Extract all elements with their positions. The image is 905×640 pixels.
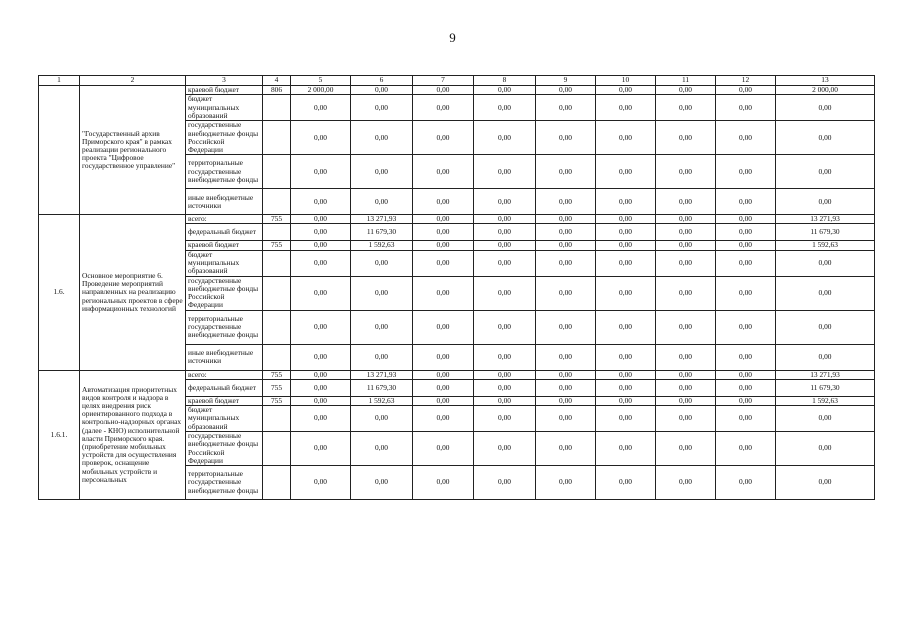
item-number-cell: 1.6.1.: [39, 370, 80, 499]
table-row: [39, 370, 875, 379]
amount-cell: 0,00: [536, 241, 596, 250]
amount-cell: 0,00: [291, 396, 351, 405]
amount-cell: 0,00: [776, 95, 875, 121]
table-row: [39, 215, 875, 224]
funding-source-cell: федеральный бюджет: [186, 379, 263, 396]
budget-code-cell: [263, 406, 291, 432]
amount-cell: 0,00: [536, 379, 596, 396]
funding-source-cell: иные внебюджетные источники: [186, 189, 263, 215]
header-cell: 8: [474, 76, 536, 86]
budget-code-cell: [263, 189, 291, 215]
funding-source-cell: государственные внебюджетные фонды Российской Федерации: [186, 432, 263, 466]
amount-cell: 0,00: [716, 379, 776, 396]
amount-cell: 0,00: [291, 241, 351, 250]
amount-cell: 2 000,00: [776, 86, 875, 95]
amount-cell: 0,00: [716, 86, 776, 95]
budget-code-cell: [263, 250, 291, 276]
amount-cell: 0,00: [596, 121, 656, 155]
budget-code-cell: 755: [263, 396, 291, 405]
amount-cell: 0,00: [474, 379, 536, 396]
funding-source-cell: бюджет муниципальных образований: [186, 250, 263, 276]
header-cell: 9: [536, 76, 596, 86]
amount-cell: 0,00: [656, 155, 716, 189]
budget-code-cell: [263, 344, 291, 370]
amount-cell: 0,00: [656, 310, 716, 344]
amount-cell: 0,00: [536, 95, 596, 121]
header-row: [39, 76, 875, 86]
amount-cell: 0,00: [474, 155, 536, 189]
amount-cell: 0,00: [351, 95, 413, 121]
amount-cell: 0,00: [776, 121, 875, 155]
amount-cell: 13 271,93: [776, 370, 875, 379]
item-name-cell: "Государственный архив Приморского края" в рамках реализации регионального проекта "Цифровое государственное управление": [80, 86, 186, 215]
budget-table: [38, 75, 875, 500]
budget-code-cell: 755: [263, 379, 291, 396]
amount-cell: 0,00: [596, 406, 656, 432]
item-number-cell: [39, 86, 80, 215]
header-cell: 13: [776, 76, 875, 86]
amount-cell: 0,00: [716, 406, 776, 432]
amount-cell: 0,00: [536, 215, 596, 224]
amount-cell: 0,00: [413, 406, 474, 432]
amount-cell: 0,00: [716, 310, 776, 344]
amount-cell: 0,00: [351, 344, 413, 370]
amount-cell: 0,00: [413, 215, 474, 224]
amount-cell: 0,00: [656, 121, 716, 155]
amount-cell: 0,00: [291, 344, 351, 370]
amount-cell: 0,00: [536, 86, 596, 95]
amount-cell: 0,00: [291, 310, 351, 344]
amount-cell: 0,00: [413, 155, 474, 189]
amount-cell: 0,00: [716, 241, 776, 250]
amount-cell: 0,00: [776, 250, 875, 276]
amount-cell: 0,00: [656, 250, 716, 276]
amount-cell: 0,00: [596, 241, 656, 250]
amount-cell: 0,00: [291, 155, 351, 189]
budget-code-cell: 755: [263, 241, 291, 250]
amount-cell: 0,00: [291, 224, 351, 241]
header-cell: 5: [291, 76, 351, 86]
amount-cell: 0,00: [776, 466, 875, 500]
amount-cell: 0,00: [656, 86, 716, 95]
amount-cell: 0,00: [656, 241, 716, 250]
amount-cell: 13 271,93: [351, 215, 413, 224]
amount-cell: 11 679,30: [776, 224, 875, 241]
amount-cell: 0,00: [656, 344, 716, 370]
item-name-cell: Основное мероприятие 6. Проведение мероприятий направленных на реализацию региональных проектов в сфере информационных технологий: [80, 215, 186, 370]
budget-code-cell: [263, 155, 291, 189]
amount-cell: 0,00: [291, 466, 351, 500]
amount-cell: 1 592,63: [776, 396, 875, 405]
amount-cell: 0,00: [716, 370, 776, 379]
amount-cell: 0,00: [716, 189, 776, 215]
amount-cell: 0,00: [596, 95, 656, 121]
amount-cell: 0,00: [291, 370, 351, 379]
amount-cell: 0,00: [474, 189, 536, 215]
amount-cell: 0,00: [291, 121, 351, 155]
amount-cell: 0,00: [656, 432, 716, 466]
funding-source-cell: федеральный бюджет: [186, 224, 263, 241]
amount-cell: 0,00: [291, 432, 351, 466]
amount-cell: 0,00: [776, 344, 875, 370]
header-cell: 4: [263, 76, 291, 86]
budget-code-cell: [263, 224, 291, 241]
amount-cell: 0,00: [413, 344, 474, 370]
amount-cell: 0,00: [536, 250, 596, 276]
header-cell: 6: [351, 76, 413, 86]
amount-cell: 0,00: [351, 406, 413, 432]
amount-cell: 0,00: [716, 432, 776, 466]
amount-cell: 0,00: [656, 466, 716, 500]
amount-cell: 0,00: [536, 276, 596, 310]
amount-cell: 0,00: [474, 95, 536, 121]
item-number-cell: 1.6.: [39, 215, 80, 370]
header-cell: 7: [413, 76, 474, 86]
amount-cell: 0,00: [351, 310, 413, 344]
amount-cell: 0,00: [596, 276, 656, 310]
amount-cell: 2 000,00: [291, 86, 351, 95]
amount-cell: 0,00: [474, 370, 536, 379]
funding-source-cell: государственные внебюджетные фонды Российской Федерации: [186, 121, 263, 155]
amount-cell: 0,00: [536, 189, 596, 215]
header-cell: 11: [656, 76, 716, 86]
header-cell: 12: [716, 76, 776, 86]
amount-cell: 0,00: [474, 224, 536, 241]
amount-cell: 0,00: [413, 432, 474, 466]
amount-cell: 0,00: [474, 310, 536, 344]
budget-code-cell: [263, 276, 291, 310]
amount-cell: 0,00: [656, 379, 716, 396]
amount-cell: 0,00: [536, 406, 596, 432]
amount-cell: 13 271,93: [351, 370, 413, 379]
amount-cell: 0,00: [656, 406, 716, 432]
funding-source-cell: территориальные государственные внебюджетные фонды: [186, 155, 263, 189]
item-name-cell: Автоматизация приоритетных видов контроля и надзора в целях внедрения риск ориентированного подхода в контрольно-надзорных органах (далее - КНО) исполнительной власти Приморского края. (приобретение мобильных устройств для осуществления проверок, оснащение мобильных устройств и персональных: [80, 370, 186, 499]
amount-cell: 1 592,63: [776, 241, 875, 250]
amount-cell: 0,00: [536, 155, 596, 189]
amount-cell: 0,00: [413, 241, 474, 250]
amount-cell: 0,00: [536, 344, 596, 370]
amount-cell: 0,00: [291, 379, 351, 396]
amount-cell: 0,00: [656, 95, 716, 121]
amount-cell: 0,00: [413, 121, 474, 155]
amount-cell: 0,00: [413, 224, 474, 241]
amount-cell: 0,00: [474, 466, 536, 500]
amount-cell: 0,00: [474, 121, 536, 155]
funding-source-cell: краевой бюджет: [186, 86, 263, 95]
amount-cell: 0,00: [474, 241, 536, 250]
amount-cell: 0,00: [413, 466, 474, 500]
amount-cell: 0,00: [656, 396, 716, 405]
amount-cell: 0,00: [716, 121, 776, 155]
amount-cell: 0,00: [536, 310, 596, 344]
amount-cell: 0,00: [596, 379, 656, 396]
amount-cell: 0,00: [536, 121, 596, 155]
amount-cell: 0,00: [413, 370, 474, 379]
amount-cell: 0,00: [351, 121, 413, 155]
amount-cell: 0,00: [716, 276, 776, 310]
header-cell: 1: [39, 76, 80, 86]
budget-code-cell: [263, 310, 291, 344]
amount-cell: 0,00: [536, 396, 596, 405]
amount-cell: 0,00: [474, 344, 536, 370]
budget-code-cell: [263, 432, 291, 466]
amount-cell: 0,00: [596, 396, 656, 405]
header-cell: 10: [596, 76, 656, 86]
funding-source-cell: государственные внебюджетные фонды Российской Федерации: [186, 276, 263, 310]
amount-cell: 0,00: [596, 86, 656, 95]
amount-cell: 11 679,30: [776, 379, 875, 396]
amount-cell: 0,00: [716, 466, 776, 500]
header-cell: 2: [80, 76, 186, 86]
amount-cell: 0,00: [596, 432, 656, 466]
amount-cell: 0,00: [351, 155, 413, 189]
amount-cell: 0,00: [716, 250, 776, 276]
budget-code-cell: [263, 466, 291, 500]
amount-cell: 0,00: [536, 432, 596, 466]
amount-cell: 0,00: [596, 215, 656, 224]
amount-cell: 0,00: [413, 250, 474, 276]
amount-cell: 0,00: [291, 406, 351, 432]
amount-cell: 0,00: [776, 406, 875, 432]
amount-cell: 11 679,30: [351, 379, 413, 396]
funding-source-cell: бюджет муниципальных образований: [186, 95, 263, 121]
amount-cell: 0,00: [291, 250, 351, 276]
budget-code-cell: [263, 121, 291, 155]
budget-code-cell: 755: [263, 370, 291, 379]
amount-cell: 0,00: [596, 370, 656, 379]
amount-cell: 0,00: [776, 432, 875, 466]
funding-source-cell: территориальные государственные внебюджетные фонды: [186, 466, 263, 500]
amount-cell: 0,00: [776, 310, 875, 344]
amount-cell: 0,00: [474, 432, 536, 466]
amount-cell: 0,00: [596, 224, 656, 241]
amount-cell: 0,00: [596, 250, 656, 276]
table-row: [39, 86, 875, 95]
funding-source-cell: иные внебюджетные источники: [186, 344, 263, 370]
amount-cell: 0,00: [716, 224, 776, 241]
amount-cell: 0,00: [716, 215, 776, 224]
amount-cell: 0,00: [413, 310, 474, 344]
amount-cell: 0,00: [536, 224, 596, 241]
amount-cell: 0,00: [413, 95, 474, 121]
amount-cell: 1 592,63: [351, 241, 413, 250]
amount-cell: 0,00: [413, 86, 474, 95]
amount-cell: 0,00: [536, 466, 596, 500]
amount-cell: 0,00: [351, 276, 413, 310]
amount-cell: 0,00: [716, 396, 776, 405]
budget-code-cell: 755: [263, 215, 291, 224]
funding-source-cell: краевой бюджет: [186, 241, 263, 250]
amount-cell: 0,00: [474, 250, 536, 276]
amount-cell: 0,00: [656, 370, 716, 379]
amount-cell: 0,00: [596, 155, 656, 189]
amount-cell: 13 271,93: [776, 215, 875, 224]
budget-code-cell: [263, 95, 291, 121]
amount-cell: 0,00: [656, 276, 716, 310]
amount-cell: 0,00: [291, 215, 351, 224]
amount-cell: 0,00: [596, 466, 656, 500]
funding-source-cell: краевой бюджет: [186, 396, 263, 405]
amount-cell: 0,00: [474, 86, 536, 95]
amount-cell: 0,00: [776, 276, 875, 310]
amount-cell: 0,00: [716, 344, 776, 370]
amount-cell: 0,00: [596, 189, 656, 215]
amount-cell: 0,00: [474, 396, 536, 405]
funding-source-cell: всего:: [186, 215, 263, 224]
amount-cell: 0,00: [413, 276, 474, 310]
amount-cell: 0,00: [474, 276, 536, 310]
amount-cell: 0,00: [413, 379, 474, 396]
amount-cell: 0,00: [351, 250, 413, 276]
amount-cell: 0,00: [776, 189, 875, 215]
amount-cell: 0,00: [656, 215, 716, 224]
funding-source-cell: бюджет муниципальных образований: [186, 406, 263, 432]
header-cell: 3: [186, 76, 263, 86]
budget-code-cell: 806: [263, 86, 291, 95]
amount-cell: 0,00: [716, 155, 776, 189]
amount-cell: 0,00: [474, 406, 536, 432]
amount-cell: 0,00: [413, 396, 474, 405]
amount-cell: 11 679,30: [351, 224, 413, 241]
funding-source-cell: всего:: [186, 370, 263, 379]
table-body: [39, 76, 875, 500]
amount-cell: 0,00: [351, 466, 413, 500]
amount-cell: 0,00: [291, 189, 351, 215]
amount-cell: 0,00: [474, 215, 536, 224]
amount-cell: 0,00: [596, 310, 656, 344]
amount-cell: 0,00: [656, 189, 716, 215]
amount-cell: 0,00: [291, 95, 351, 121]
amount-cell: 0,00: [351, 86, 413, 95]
amount-cell: 0,00: [776, 155, 875, 189]
amount-cell: 0,00: [656, 224, 716, 241]
amount-cell: 0,00: [413, 189, 474, 215]
amount-cell: 0,00: [596, 344, 656, 370]
funding-source-cell: территориальные государственные внебюджетные фонды: [186, 310, 263, 344]
amount-cell: 0,00: [291, 276, 351, 310]
amount-cell: 1 592,63: [351, 396, 413, 405]
page-number: 9: [449, 30, 456, 45]
amount-cell: 0,00: [351, 189, 413, 215]
amount-cell: 0,00: [716, 95, 776, 121]
amount-cell: 0,00: [351, 432, 413, 466]
amount-cell: 0,00: [536, 370, 596, 379]
